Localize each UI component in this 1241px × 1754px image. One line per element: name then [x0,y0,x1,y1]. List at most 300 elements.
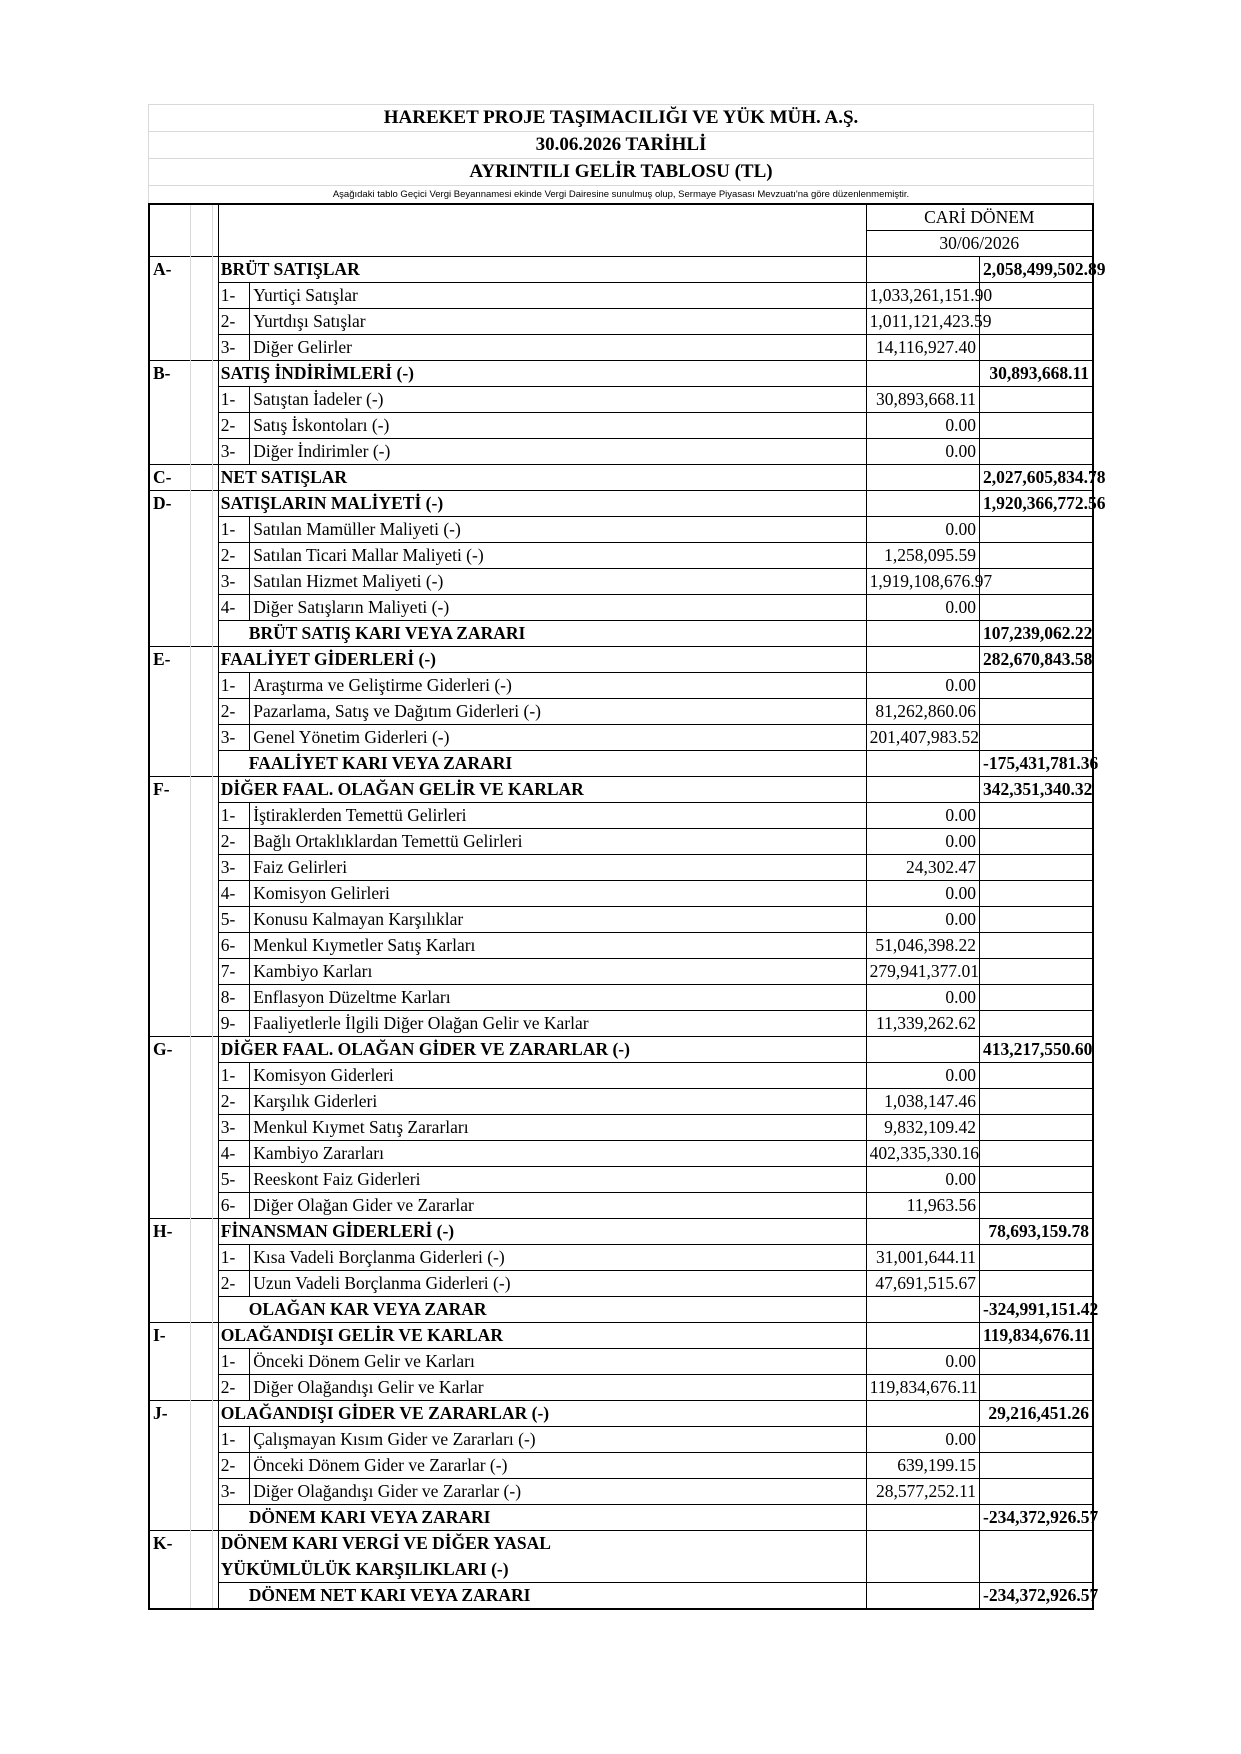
total-cell [980,959,1093,985]
item-label: Satılan Mamüller Maliyeti (-) [250,517,866,543]
amount-cell [866,1323,979,1349]
item-label: Uzun Vadeli Borçlanma Giderleri (-) [250,1271,866,1297]
subtotal-value: -175,431,781.36 [980,751,1093,777]
spacer-cell [191,699,212,725]
subtotal-label: FAALİYET KARI VEYA ZARARI [218,751,866,777]
line-item-row [149,517,1093,543]
item-amount: 1,258,095.59 [866,543,979,569]
item-number: 2- [218,309,250,335]
line-item-row [149,283,1093,309]
section-code [149,1349,191,1375]
subtotal-value: -234,372,926.57 [980,1583,1093,1610]
section-row [149,465,1093,491]
line-item-row [149,881,1093,907]
total-cell [980,933,1093,959]
line-item-row [149,543,1093,569]
amount-cell [866,361,979,387]
item-amount: 51,046,398.22 [866,933,979,959]
section-code: G- [149,1037,191,1063]
item-amount: 81,262,860.06 [866,699,979,725]
section-code [149,855,191,881]
section-code [149,1245,191,1271]
total-cell [980,1193,1093,1219]
section-code: E- [149,647,191,673]
line-item-row [149,803,1093,829]
statement-date: 30.06.2026 TARİHLİ [148,131,1094,158]
amount-cell [866,257,979,283]
spacer-cell [191,907,212,933]
section-code [149,1193,191,1219]
item-number: 3- [218,439,250,465]
amount-cell [866,1401,979,1427]
item-label: Kambiyo Karları [250,959,866,985]
line-item-row [149,439,1093,465]
section-title: SATIŞLARIN MALİYETİ (-) [218,491,866,517]
item-number: 5- [218,1167,250,1193]
amount-cell [866,465,979,491]
section-title: YÜKÜMLÜLÜK KARŞILIKLARI (-) [218,1557,866,1583]
section-code [149,1479,191,1505]
item-label: Enflasyon Düzeltme Karları [250,985,866,1011]
item-amount: 639,199.15 [866,1453,979,1479]
item-amount: 402,335,330.16 [866,1141,979,1167]
line-item-row [149,1167,1093,1193]
section-code [149,1271,191,1297]
amount-cell [866,647,979,673]
item-amount: 11,339,262.62 [866,1011,979,1037]
total-cell [980,1349,1093,1375]
section-code [149,569,191,595]
section-row [149,1323,1093,1349]
item-label: Reeskont Faiz Giderleri [250,1167,866,1193]
total-cell [980,569,1093,595]
section-code [149,673,191,699]
section-row [149,647,1093,673]
item-number: 1- [218,283,250,309]
item-label: Menkul Kıymet Satış Zararları [250,1115,866,1141]
line-item-row [149,1141,1093,1167]
item-amount: 0.00 [866,413,979,439]
item-number: 3- [218,1479,250,1505]
total-cell [980,595,1093,621]
spacer-cell [191,361,212,387]
section-title: DİĞER FAAL. OLAĞAN GELİR VE KARLAR [218,777,866,803]
spacer-cell [191,881,212,907]
spacer-cell [191,647,212,673]
item-number: 1- [218,1427,250,1453]
section-code [149,517,191,543]
section-code: K- [149,1531,191,1557]
spacer-cell [191,1375,212,1401]
amount-cell [866,751,979,777]
section-total: 1,920,366,772.56 [980,491,1093,517]
spacer-cell [191,1141,212,1167]
total-cell [980,1063,1093,1089]
total-cell [980,1141,1093,1167]
section-code [149,621,191,647]
item-number: 2- [218,1375,250,1401]
section-code: I- [149,1323,191,1349]
item-label: Yurtiçi Satışlar [250,283,866,309]
line-item-row [149,1375,1093,1401]
income-statement-sheet [148,104,1106,1610]
item-number: 3- [218,855,250,881]
total-cell [980,1245,1093,1271]
subtotal-label: BRÜT SATIŞ KARI VEYA ZARARI [218,621,866,647]
section-code [149,543,191,569]
spacer-cell [191,309,212,335]
total-cell [980,283,1093,309]
item-amount: 1,919,108,676.97 [866,569,979,595]
subtotal-row [149,751,1093,777]
line-item-row [149,1193,1093,1219]
spacer-cell [191,465,212,491]
item-label: Önceki Dönem Gelir ve Karları [250,1349,866,1375]
subtotal-row [149,1505,1093,1531]
line-item-row [149,959,1093,985]
total-cell [980,855,1093,881]
spacer-cell [191,491,212,517]
spacer-cell [191,933,212,959]
total-cell [980,1375,1093,1401]
section-code [149,959,191,985]
item-number: 1- [218,1349,250,1375]
column-header-row [149,204,1093,231]
section-code [149,1167,191,1193]
section-code: B- [149,361,191,387]
item-amount: 0.00 [866,803,979,829]
total-cell [980,985,1093,1011]
item-label: Komisyon Giderleri [250,1063,866,1089]
item-number: 3- [218,725,250,751]
item-label: Diğer Olağandışı Gelir ve Karlar [250,1375,866,1401]
item-label: Kambiyo Zararları [250,1141,866,1167]
subtotal-label: DÖNEM NET KARI VEYA ZARARI [218,1583,866,1610]
item-label: Konusu Kalmayan Karşılıklar [250,907,866,933]
amount-cell [866,1557,979,1583]
spacer-cell [191,959,212,985]
spacer-cell [191,1583,212,1610]
section-total: 413,217,550.60 [980,1037,1093,1063]
item-label: Yurtdışı Satışlar [250,309,866,335]
line-item-row [149,907,1093,933]
line-item-row [149,1453,1093,1479]
item-label: İştiraklerden Temettü Gelirleri [250,803,866,829]
spacer-cell [191,257,212,283]
section-total: 30,893,668.11 [980,361,1093,387]
section-total: 342,351,340.32 [980,777,1093,803]
total-cell [980,517,1093,543]
spacer-cell [191,829,212,855]
section-code: F- [149,777,191,803]
item-number: 2- [218,699,250,725]
company-title: HAREKET PROJE TAŞIMACILIĞI VE YÜK MÜH. A.Ş. [148,104,1094,131]
item-number: 4- [218,881,250,907]
item-number: 6- [218,1193,250,1219]
item-label: Satıştan İadeler (-) [250,387,866,413]
spacer-cell [191,1219,212,1245]
section-row [149,1037,1093,1063]
spacer-cell [191,1063,212,1089]
line-item-row [149,1271,1093,1297]
item-label: Satılan Hizmet Maliyeti (-) [250,569,866,595]
item-number: 2- [218,1089,250,1115]
item-number: 9- [218,1011,250,1037]
spacer-cell [191,335,212,361]
section-row [149,361,1093,387]
section-code [149,725,191,751]
spacer-cell [191,855,212,881]
item-amount: 201,407,983.52 [866,725,979,751]
item-number: 1- [218,1063,250,1089]
total-cell [980,1167,1093,1193]
item-amount: 0.00 [866,1427,979,1453]
item-amount: 24,302.47 [866,855,979,881]
total-cell [980,907,1093,933]
spacer-cell [191,283,212,309]
spacer-cell [191,1401,212,1427]
item-label: Diğer Gelirler [250,335,866,361]
line-item-row [149,1011,1093,1037]
spacer-cell [191,803,212,829]
item-amount: 0.00 [866,907,979,933]
total-cell [980,1089,1093,1115]
section-total: 2,058,499,502.89 [980,257,1093,283]
section-code [149,335,191,361]
section-title: OLAĞANDIŞI GELİR VE KARLAR [218,1323,866,1349]
line-item-row [149,1479,1093,1505]
section-total: 119,834,676.11 [980,1323,1093,1349]
item-number: 2- [218,1271,250,1297]
spacer-cell [191,387,212,413]
item-label: Kısa Vadeli Borçlanma Giderleri (-) [250,1245,866,1271]
line-item-row [149,855,1093,881]
line-item-row [149,673,1093,699]
item-label: Diğer Olağan Gider ve Zararlar [250,1193,866,1219]
section-row [149,257,1093,283]
subtotal-row [149,1297,1093,1323]
total-cell [980,803,1093,829]
line-item-row [149,933,1093,959]
spacer-cell [191,1115,212,1141]
item-number: 3- [218,1115,250,1141]
item-number: 1- [218,673,250,699]
line-item-row [149,309,1093,335]
item-label: Pazarlama, Satış ve Dağıtım Giderleri (-) [250,699,866,725]
section-row [149,777,1093,803]
total-cell [980,439,1093,465]
section-code [149,1583,191,1610]
amount-cell [866,1583,979,1610]
section-code [149,1505,191,1531]
line-item-row [149,387,1093,413]
item-amount: 9,832,109.42 [866,1115,979,1141]
item-amount: 1,033,261,151.90 [866,283,979,309]
item-number: 8- [218,985,250,1011]
total-cell [980,1479,1093,1505]
total-cell [980,387,1093,413]
line-item-row [149,569,1093,595]
amount-cell [866,491,979,517]
section-code [149,413,191,439]
section-total: 282,670,843.58 [980,647,1093,673]
spacer-cell [191,439,212,465]
section-code: J- [149,1401,191,1427]
spacer-cell [191,1323,212,1349]
section-total [980,1557,1093,1583]
spacer-cell [191,413,212,439]
spacer-cell [191,1089,212,1115]
item-number: 7- [218,959,250,985]
amount-cell [866,1531,979,1557]
section-total: 2,027,605,834.78 [980,465,1093,491]
spacer-cell [191,1479,212,1505]
item-amount: 30,893,668.11 [866,387,979,413]
spacer-cell [191,621,212,647]
section-code [149,1375,191,1401]
amount-cell [866,1219,979,1245]
spacer-cell [191,673,212,699]
item-amount: 0.00 [866,517,979,543]
item-amount: 0.00 [866,881,979,907]
section-total: 29,216,451.26 [980,1401,1093,1427]
amount-cell [866,621,979,647]
section-row [149,1531,1093,1557]
line-item-row [149,1349,1093,1375]
total-cell [980,829,1093,855]
section-code [149,933,191,959]
item-number: 6- [218,933,250,959]
spacer-cell [191,777,212,803]
item-number: 1- [218,803,250,829]
section-row [149,491,1093,517]
spacer-cell [191,1193,212,1219]
section-code [149,1297,191,1323]
item-number: 3- [218,569,250,595]
item-amount: 47,691,515.67 [866,1271,979,1297]
line-item-row [149,985,1093,1011]
line-item-row [149,725,1093,751]
section-title: DÖNEM KARI VERGİ VE DİĞER YASAL [218,1531,866,1557]
item-label: Karşılık Giderleri [250,1089,866,1115]
amount-cell [866,1297,979,1323]
section-total: 78,693,159.78 [980,1219,1093,1245]
total-cell [980,699,1093,725]
section-code [149,1557,191,1583]
spacer-cell [191,595,212,621]
section-code [149,595,191,621]
statement-title: AYRINTILI GELİR TABLOSU (TL) [148,158,1094,186]
item-amount: 0.00 [866,829,979,855]
item-number: 2- [218,1453,250,1479]
item-amount: 28,577,252.11 [866,1479,979,1505]
section-title: DİĞER FAAL. OLAĞAN GİDER VE ZARARLAR (-) [218,1037,866,1063]
section-code [149,699,191,725]
spacer-cell [191,517,212,543]
subtotal-row [149,621,1093,647]
section-code [149,387,191,413]
total-cell [980,543,1093,569]
spacer-cell [191,1245,212,1271]
section-code [149,1141,191,1167]
line-item-row [149,1089,1093,1115]
subtotal-label: OLAĞAN KAR VEYA ZARAR [218,1297,866,1323]
item-amount: 1,038,147.46 [866,1089,979,1115]
line-item-row [149,413,1093,439]
spacer-cell [191,1011,212,1037]
item-number: 4- [218,595,250,621]
item-label: Önceki Dönem Gider ve Zararlar (-) [250,1453,866,1479]
item-label: Diğer Satışların Maliyeti (-) [250,595,866,621]
section-code [149,1011,191,1037]
item-number: 4- [218,1141,250,1167]
total-cell [980,1115,1093,1141]
item-label: Araştırma ve Geliştirme Giderleri (-) [250,673,866,699]
subtotal-value: 107,239,062.22 [980,621,1093,647]
period-label: CARİ DÖNEM [866,204,1093,231]
line-item-row [149,335,1093,361]
line-item-row [149,1115,1093,1141]
total-cell [980,335,1093,361]
spacer-cell [191,1505,212,1531]
item-amount: 0.00 [866,1349,979,1375]
item-number: 3- [218,335,250,361]
spacer-cell [191,725,212,751]
item-amount: 0.00 [866,985,979,1011]
item-label: Çalışmayan Kısım Gider ve Zararları (-) [250,1427,866,1453]
spacer-cell [191,1453,212,1479]
item-amount: 0.00 [866,1167,979,1193]
item-label: Genel Yönetim Giderleri (-) [250,725,866,751]
section-code [149,1427,191,1453]
line-item-row [149,595,1093,621]
section-title: SATIŞ İNDİRİMLERİ (-) [218,361,866,387]
section-code: D- [149,491,191,517]
total-cell [980,1011,1093,1037]
column-date-row [149,231,1093,257]
item-number: 1- [218,517,250,543]
spacer-cell [191,1271,212,1297]
item-amount: 14,116,927.40 [866,335,979,361]
total-cell [980,1427,1093,1453]
section-code [149,283,191,309]
section-code [149,1453,191,1479]
spacer-cell [191,1349,212,1375]
subtotal-label: DÖNEM KARI VEYA ZARARI [218,1505,866,1531]
total-cell [980,725,1093,751]
item-label: Diğer İndirimler (-) [250,439,866,465]
line-item-row [149,829,1093,855]
section-title: OLAĞANDIŞI GİDER VE ZARARLAR (-) [218,1401,866,1427]
item-label: Satılan Ticari Mallar Maliyeti (-) [250,543,866,569]
section-code [149,829,191,855]
spacer-cell [191,1167,212,1193]
item-amount: 0.00 [866,595,979,621]
item-amount: 119,834,676.11 [866,1375,979,1401]
section-code [149,751,191,777]
section-code [149,1089,191,1115]
item-label: Bağlı Ortaklıklardan Temettü Gelirleri [250,829,866,855]
item-amount: 0.00 [866,673,979,699]
spacer-cell [191,751,212,777]
item-label: Faaliyetlerle İlgili Diğer Olağan Gelir ve Karlar [250,1011,866,1037]
subtotal-row [149,1583,1093,1610]
section-title: FİNANSMAN GİDERLERİ (-) [218,1219,866,1245]
item-amount: 279,941,377.01 [866,959,979,985]
item-label: Komisyon Gelirleri [250,881,866,907]
section-row [149,1219,1093,1245]
total-cell [980,413,1093,439]
